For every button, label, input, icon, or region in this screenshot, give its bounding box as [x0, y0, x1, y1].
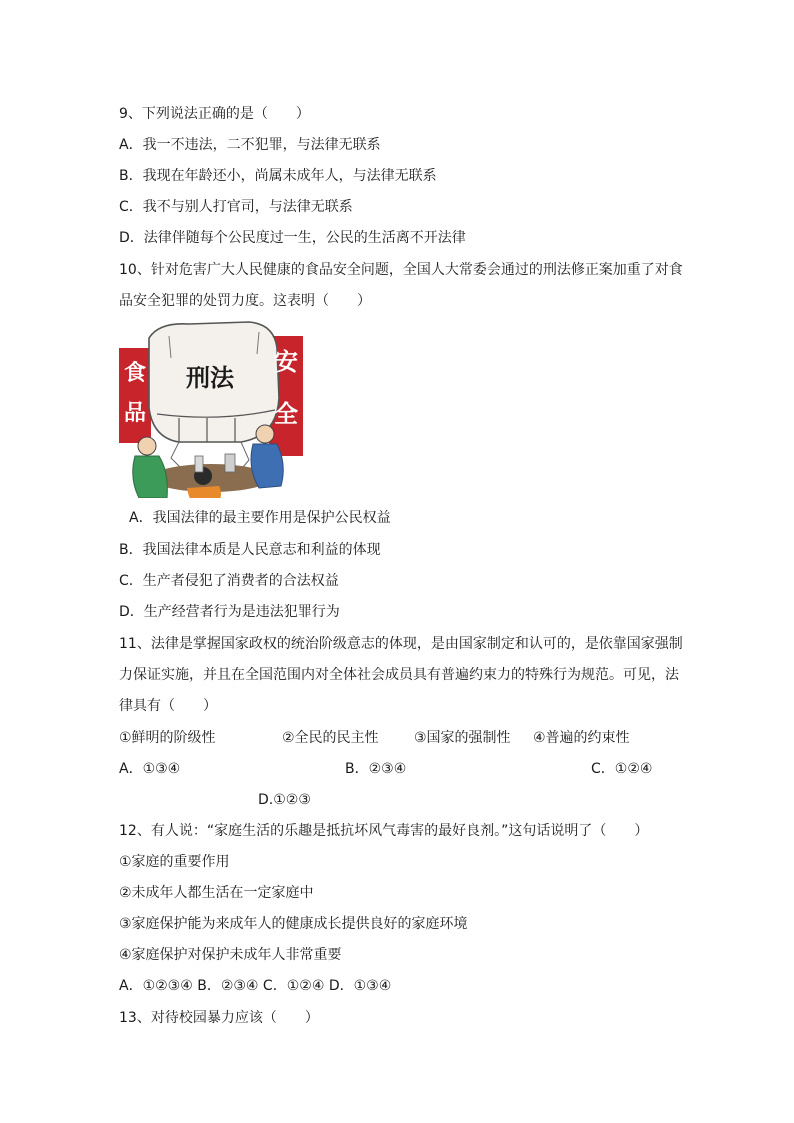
q10-option-c: C．生产者侵犯了消费者的合法权益 — [119, 573, 339, 589]
q9-option-b: B．我现在年龄还小，尚属未成年人，与法律无联系 — [119, 168, 437, 184]
bottle-icon — [195, 456, 203, 472]
fist-over-food-safety-illustration — [119, 318, 303, 498]
left-char-1: 食 — [123, 361, 147, 386]
q11-statement-2: ②全民的民主性 — [282, 730, 379, 746]
q11-statement-1: ①鲜明的阶级性 — [119, 730, 216, 746]
q9-option-c: C．我不与别人打官司，与法律无联系 — [119, 199, 353, 215]
q12-statement-2: ②未成年人都生活在一定家庭中 — [119, 885, 314, 901]
q10-stem-line-1: 10、针对危害广大人民健康的食品安全问题，全国人大常委会通过的刑法修正案加重了对食 — [119, 262, 683, 278]
right-char-2: 全 — [274, 400, 298, 428]
q10-option-d: D．生产经营者行为是违法犯罪行为 — [119, 604, 340, 620]
q11-option-b: B．②③④ — [345, 761, 407, 777]
q10-option-b: B．我国法律本质是人民意志和利益的体现 — [119, 542, 381, 558]
left-char-2: 品 — [123, 401, 147, 426]
q11-statement-4: ④普遍的约束性 — [533, 730, 630, 746]
q12-stem: 12、有人说：“家庭生活的乐趣是抵抗坏风气毒害的最好良剂。”这句话说明了（ ） — [119, 823, 649, 839]
q11-statement-3: ③国家的强制性 — [414, 730, 511, 746]
q9-option-d: D．法律伴随每个公民度过一生，公民的生活离不开法律 — [119, 230, 466, 246]
q11-option-c: C．①②④ — [591, 761, 653, 777]
q13-stem: 13、对待校园暴力应该（ ） — [119, 1010, 319, 1026]
q12-statement-3: ③家庭保护能为来成年人的健康成长提供良好的家庭环境 — [119, 916, 468, 932]
q11-option-d: D.①②③ — [258, 792, 311, 808]
q9-stem: 9、下列说法正确的是（ ） — [119, 106, 310, 122]
q9-option-a: A．我一不违法，二不犯罪，与法律无联系 — [119, 137, 381, 153]
can-icon — [225, 454, 235, 472]
q11-stem-line-2: 力保证实施，并且在全国范围内对全体社会成员具有普遍约束力的特殊行为规范。可见，法 — [119, 667, 679, 683]
q11-option-a: A．①③④ — [119, 761, 181, 777]
q10-option-a: A．我国法律的最主要作用是保护公民权益 — [129, 510, 391, 526]
fist-label: 刑法 — [186, 364, 234, 392]
person-green-icon — [133, 437, 168, 498]
q12-options: A．①②③④ B．②③④ C．①②④ D．①③④ — [119, 978, 392, 994]
q10-illustration — [119, 318, 303, 498]
q12-statement-4: ④家庭保护对保护未成年人非常重要 — [119, 947, 342, 963]
right-char-1: 安 — [274, 348, 298, 376]
q12-statement-1: ①家庭的重要作用 — [119, 854, 230, 870]
q11-stem-line-1: 11、法律是掌握国家政权的统治阶级意志的体现，是由国家制定和认可的，是依靠国家强制 — [119, 636, 683, 652]
q11-stem-line-3: 律具有（ ） — [119, 698, 217, 714]
q10-stem-line-2: 品安全犯罪的处罚力度。这表明（ ） — [119, 293, 371, 309]
